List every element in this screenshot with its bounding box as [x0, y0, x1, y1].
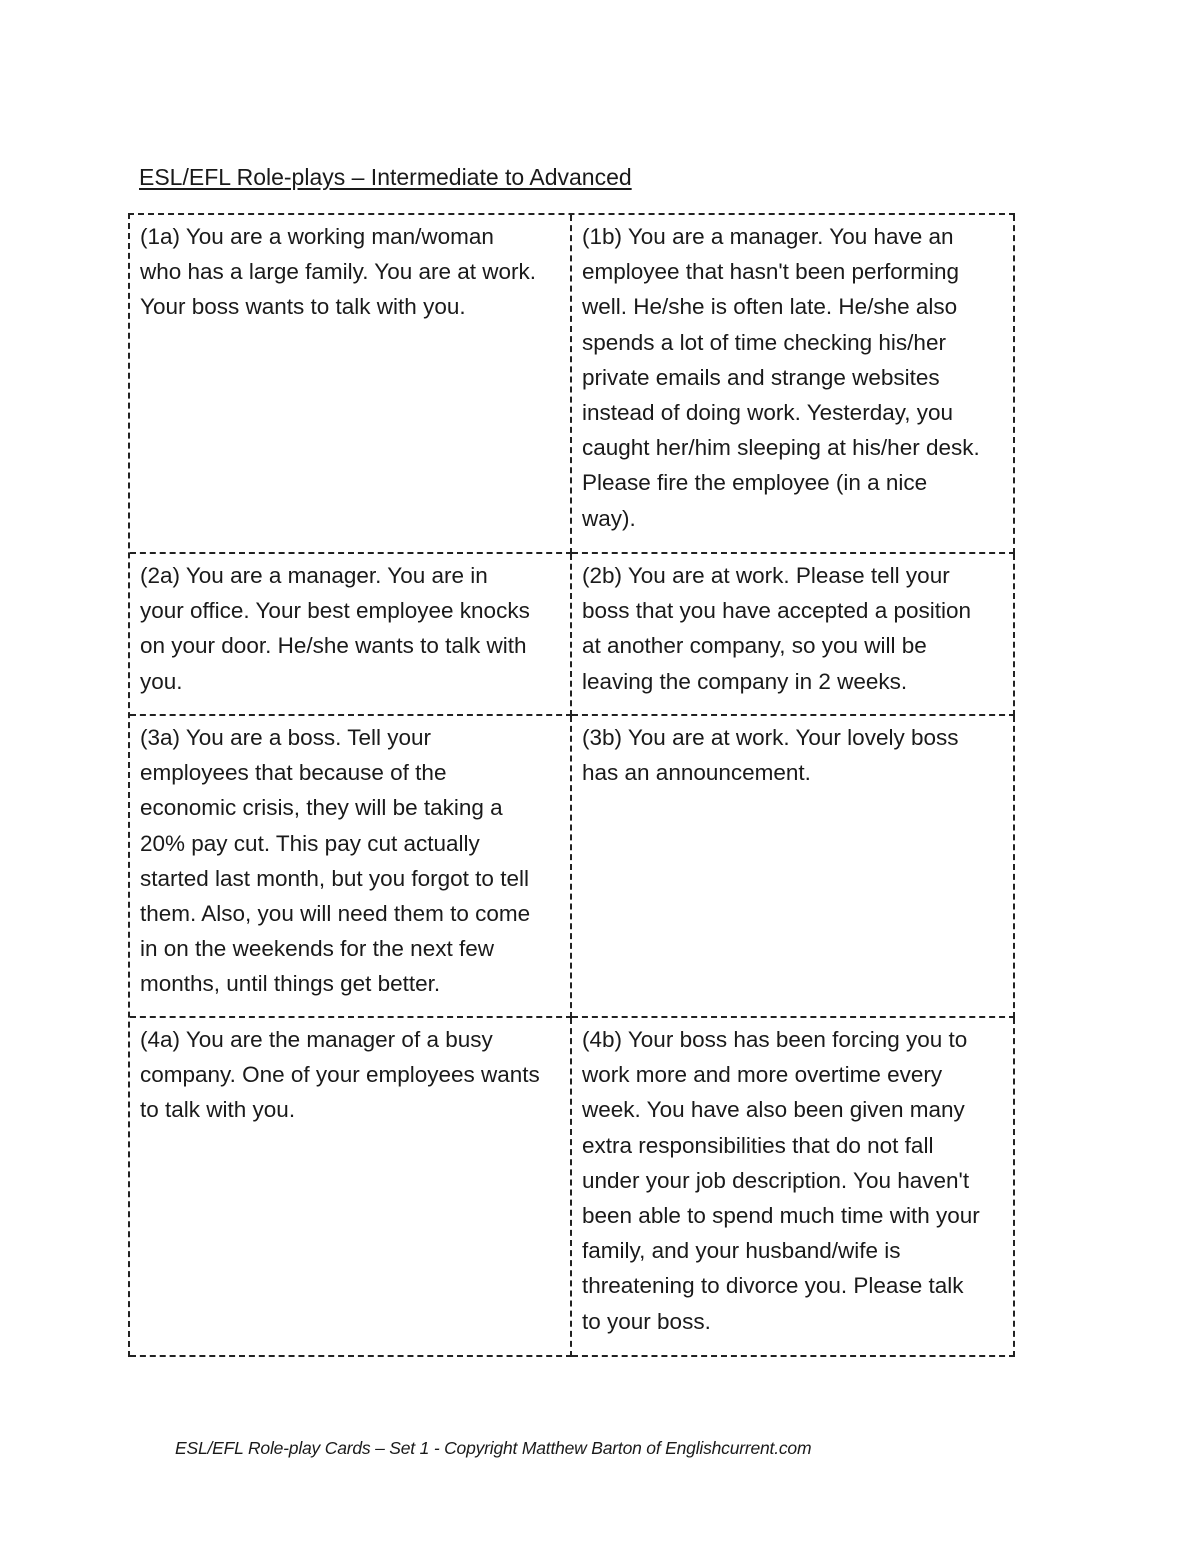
card-row-1: [130, 215, 1015, 554]
role-play-card-2b: [572, 554, 1015, 716]
role-play-card-4a: [130, 1018, 572, 1357]
card-row-2: [130, 554, 1015, 716]
card-text-1a: (1a) You are a working man/woman who has a large family. You are at work. Your boss wants to talk with you.: [140, 224, 537, 320]
card-text-4a: (4a) You are the manager of a busy company. One of your employees wants to talk with you.: [140, 1027, 540, 1123]
page-footer: ESL/EFL Role-play Cards – Set 1 - Copyright Matthew Barton of Englishcurrent.com: [175, 1438, 812, 1458]
card-row-3: [130, 716, 1015, 1018]
role-play-card-2a: [130, 554, 572, 716]
card-text-1b: (1b) You are a manager. You have an employee that hasn't been performing well. He/she is often late. He/she also spends a lot of time checking his/her private emails and strange websites instead of doing work. Yesterday, you caught her/him sleeping at his/her desk. Please fire the employee (in a nice way).: [582, 224, 980, 531]
card-row-4: [130, 1018, 1015, 1357]
card-text-2a: (2a) You are a manager. You are in your office. Your best employee knocks on your door. He/she wants to talk with you.: [140, 563, 530, 694]
card-text-3a: (3a) You are a boss. Tell your employees that because of the economic crisis, they will be taking a 20% pay cut. This pay cut actually started last month, but you forgot to tell them. Also, you will need them to come in on the weekends for the next few months, until things get better.: [140, 725, 531, 997]
role-play-card-grid: [128, 213, 1015, 1357]
card-text-4b: (4b) Your boss has been forcing you to work more and more overtime every week. You have also been given many extra responsibilities that do not fall under your job description. You haven't been able to spend much time with your family, and your husband/wife is threatening to divorce you. Please talk to your boss.: [582, 1027, 980, 1334]
role-play-card-3a: [130, 716, 572, 1018]
card-text-3b: (3b) You are at work. Your lovely boss has an announcement.: [582, 725, 959, 786]
role-play-card-1b: [572, 215, 1015, 554]
role-play-card-3b: [572, 716, 1015, 1018]
card-text-2b: (2b) You are at work. Please tell your boss that you have accepted a position at another company, so you will be leaving the company in 2 weeks.: [582, 563, 972, 694]
role-play-card-4b: [572, 1018, 1015, 1357]
role-play-card-1a: [130, 215, 572, 554]
document-title: ESL/EFL Role-plays – Intermediate to Advanced: [139, 164, 632, 190]
